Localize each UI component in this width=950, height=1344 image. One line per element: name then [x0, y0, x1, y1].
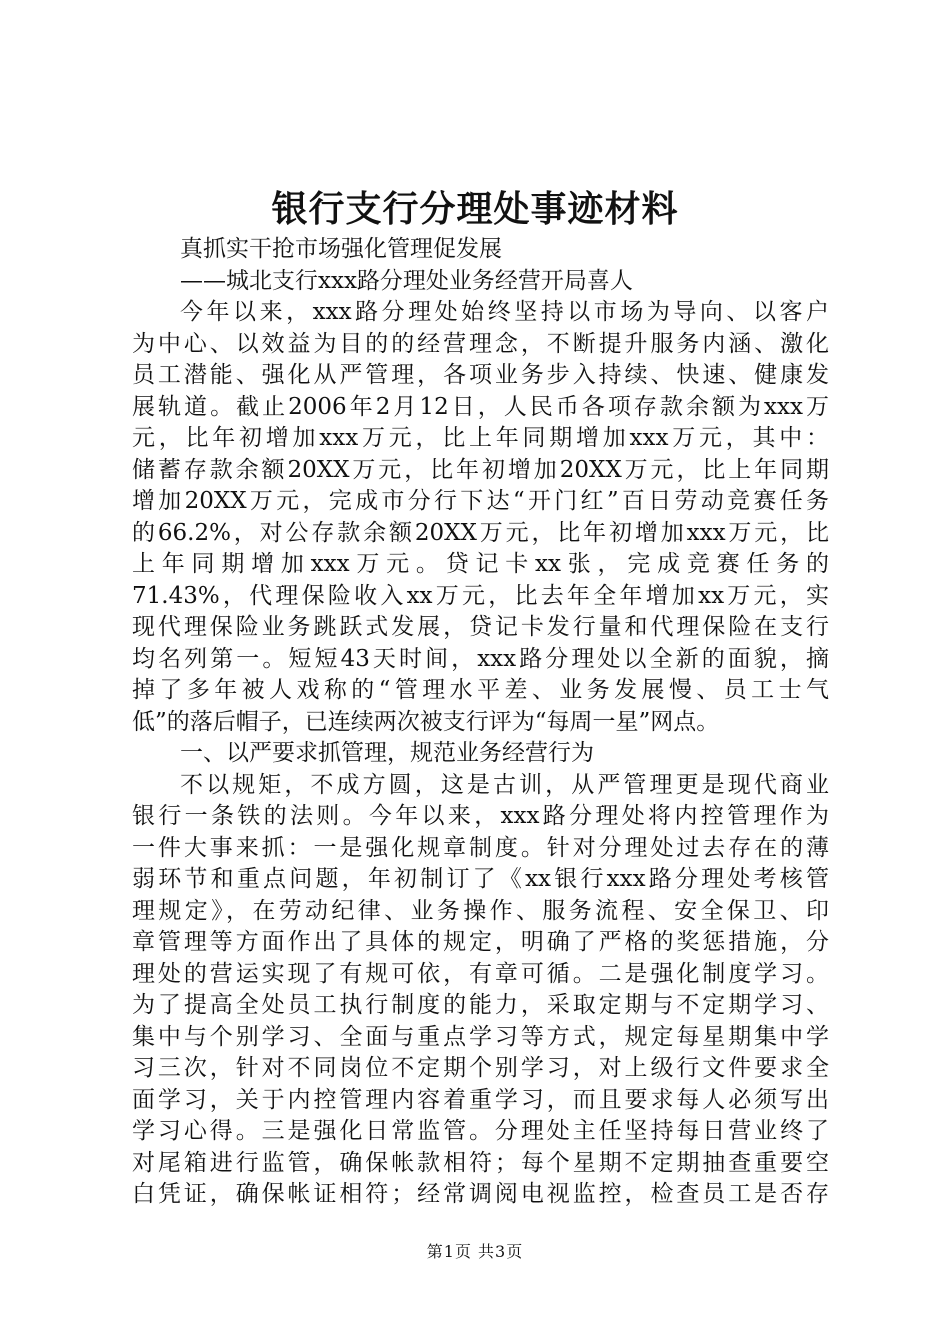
paragraph-line: 银行一条铁的法则。今年以来，xxx路分理处将内控管理作为	[132, 803, 829, 829]
paragraph-line: 一件大事来抓：一是强化规章制度。针对分理处过去存在的薄	[132, 834, 829, 861]
paragraph-line: 面学习，关于内控管理内容着重学习，而且要求每人必须写出	[132, 1086, 829, 1113]
paragraph-line: 理处的营运实现了有规可依，有章可循。二是强化制度学习。	[132, 960, 829, 987]
subtitle-line: 真抓实干抢市场强化管理促发展	[180, 236, 502, 262]
paragraph-line: 储蓄存款余额20XX万元，比年初增加20XX万元，比上年同期	[132, 456, 829, 483]
paragraph-line: 增加20XX万元，完成市分行下达“开门红”百日劳动竞赛任务	[132, 488, 829, 514]
document-body	[132, 234, 829, 1211]
section-heading: 一、以严要求抓管理，规范业务经营行为	[180, 740, 594, 766]
paragraph-line: 员工潜能、强化从严管理，各项业务步入持续、快速、健康发	[132, 362, 829, 388]
paragraph-line: 不以规矩，不成方圆，这是古训，从严管理更是现代商业	[180, 771, 829, 798]
paragraph-line: 为了提高全处员工执行制度的能力，采取定期与不定期学习、	[132, 992, 829, 1018]
page-number: 第1页 共3页	[426, 1242, 524, 1261]
paragraph-line: 集中与个别学习、全面与重点学习等方式，规定每星期集中学	[132, 1023, 829, 1050]
paragraph-line: 71.43%，代理保险收入xx万元，比去年全年增加xx万元，实	[132, 582, 829, 609]
paragraph-line: 低”的落后帽子，已连续两次被支行评为“每周一星”网点。	[132, 708, 720, 735]
paragraph-line: 章管理等方面作出了具体的规定，明确了严格的奖惩措施，分	[132, 929, 829, 955]
paragraph-line: 元，比年初增加xxx万元，比上年同期增加xxx万元，其中：	[132, 425, 829, 451]
paragraph-line: 展轨道。截止2006年2月12日，人民币各项存款余额为xxx万	[132, 393, 829, 420]
paragraph-line: 学习心得。三是强化日常监管。分理处主任坚持每日营业终了	[132, 1118, 829, 1144]
paragraph-line: 均名列第一。短短43天时间，xxx路分理处以全新的面貌，摘	[132, 645, 829, 672]
paragraph-line: 理规定》，在劳动纪律、业务操作、服务流程、安全保卫、印	[132, 897, 829, 924]
paragraph-line: 弱环节和重点问题，年初制订了《xx银行xxx路分理处考核管	[132, 866, 829, 892]
paragraph-line: 的66.2%，对公存款余额20XX万元，比年初增加xxx万元，比	[132, 519, 829, 546]
paragraph-line: 掉了多年被人戏称的“管理水平差、业务发展慢、员工士气	[132, 677, 829, 703]
document-title: 银行支行分理处事迹材料	[271, 188, 679, 230]
paragraph-line: 今年以来，xxx路分理处始终坚持以市场为导向、以客户	[180, 299, 829, 325]
paragraph-line: 现代理保险业务跳跃式发展，贷记卡发行量和代理保险在支行	[132, 614, 829, 640]
paragraph-line: 上年同期增加xxx万元。贷记卡xx张，完成竞赛任务的	[132, 551, 829, 577]
subtitle-line: ——城北支行xxx路分理处业务经营开局喜人	[180, 267, 633, 294]
paragraph-line: 为中心、以效益为目的的经营理念，不断提升服务内涵、激化	[132, 330, 829, 357]
paragraph-line: 对尾箱进行监管，确保帐款相符；每个星期不定期抽查重要空	[132, 1149, 829, 1176]
paragraph-line: 白凭证，确保帐证相符；经常调阅电视监控，检查员工是否存	[132, 1181, 829, 1207]
paragraph-line: 习三次，针对不同岗位不定期个别学习，对上级行文件要求全	[132, 1055, 829, 1081]
